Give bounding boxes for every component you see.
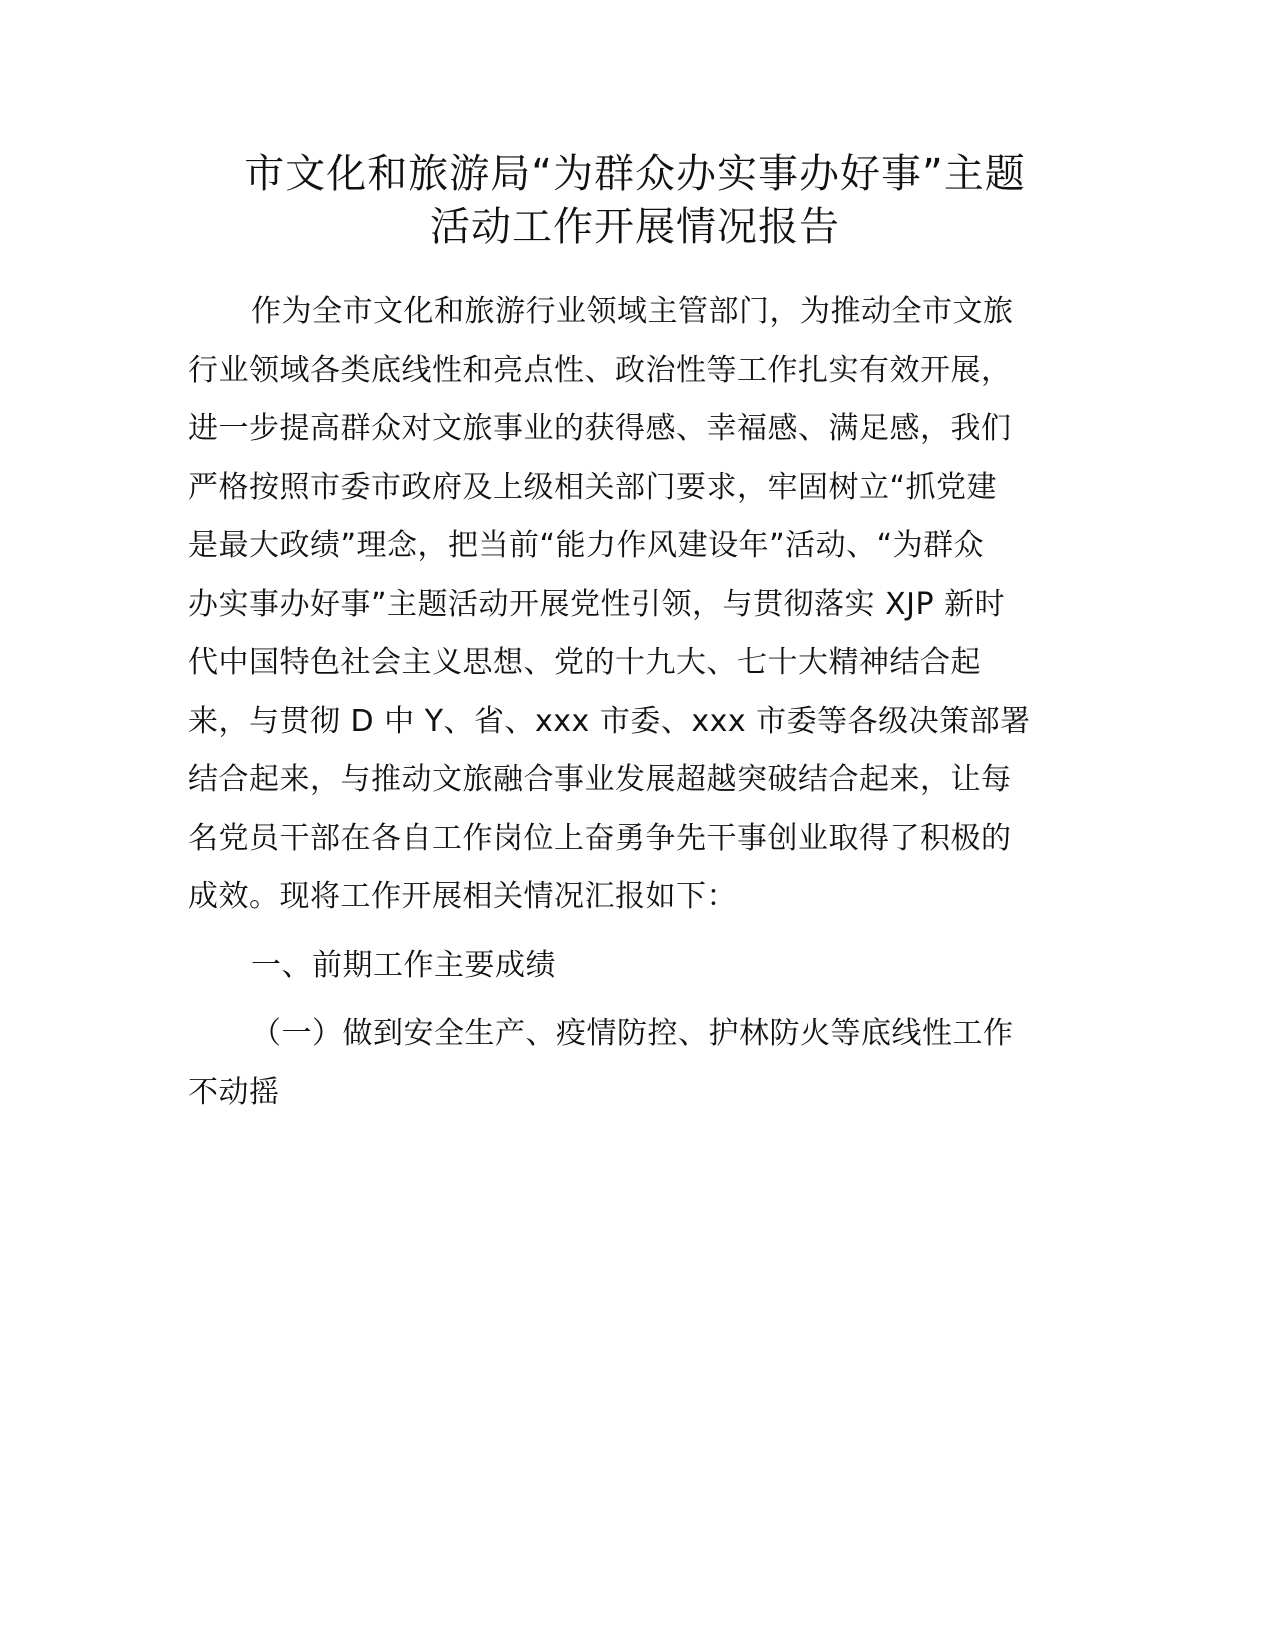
paragraph-line: 代中国特色社会主义思想、党的十九大、七十大精神结合起 (188, 645, 981, 680)
title-line: 市文化和旅游局“为群众办实事办好事”主题 (244, 151, 1026, 197)
section-heading: 一、前期工作主要成绩 (251, 947, 556, 983)
paragraph-line: 是最大政绩”理念，把当前“能力作风建设年”活动、“为群众 (188, 528, 985, 563)
paragraph-line: 行业领域各类底线性和亮点性、政治性等工作扎实有效开展， (188, 352, 1012, 388)
paragraph-line: 名党员干部在各自工作岗位上奋勇争先干事创业取得了积极的 (188, 820, 1012, 856)
intro-paragraph (188, 283, 1088, 927)
paragraph-line: 结合起来，与推动文旅融合事业发展超越突破结合起来，让每 (188, 762, 1012, 797)
document-title (160, 148, 1110, 254)
paragraph-line: 办实事办好事”主题活动开展党性引领，与贯彻落实 XJP 新时 (188, 586, 1006, 622)
paragraph-line: 作为全市文化和旅游行业领域主管部门，为推动全市文旅 (251, 294, 1014, 329)
title-line: 活动工作开展情况报告 (430, 204, 840, 250)
subsection-heading (188, 1005, 1088, 1122)
paragraph-line: 进一步提高群众对文旅事业的获得感、幸福感、满足感，我们 (188, 411, 1012, 446)
paragraph-line: 成效。现将工作开展相关情况汇报如下： (188, 879, 737, 914)
subsection-line: 不动摇 (188, 1074, 280, 1110)
paragraph-line: 来，与贯彻 D 中 Y、省、xxx 市委、xxx 市委等各级决策部署 (188, 703, 1031, 739)
subsection-line: （一）做到安全生产、疫情防控、护林防火等底线性工作 (251, 1016, 1014, 1051)
paragraph-line: 严格按照市委市政府及上级相关部门要求，牢固树立“抓党建 (188, 469, 998, 505)
document-body (188, 283, 1088, 1122)
